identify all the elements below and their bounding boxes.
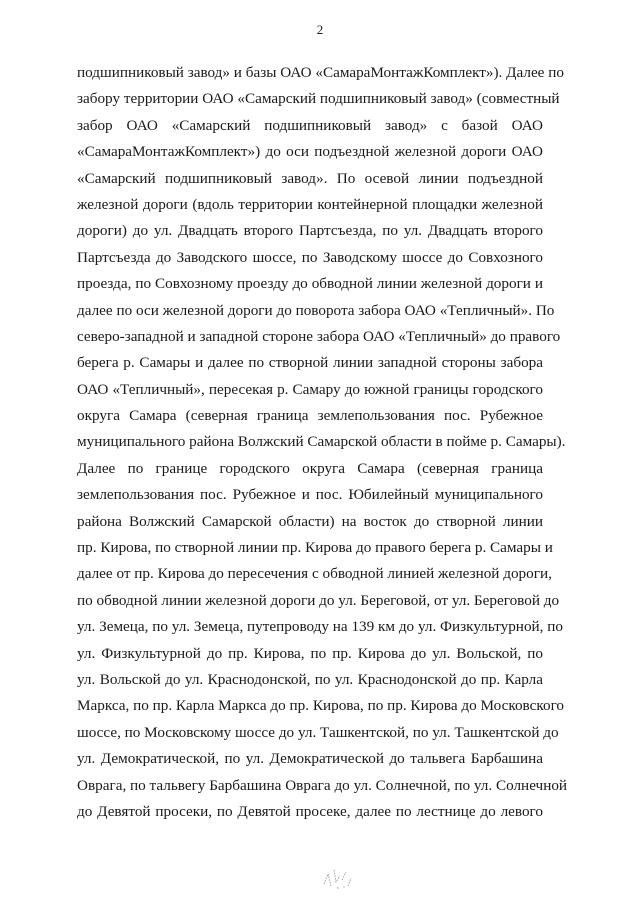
text-line: далее от пр. Кирова до пересечения с обводной линией железной дороги, xyxy=(77,565,552,583)
text-line: ул. Вольской до ул. Краснодонской, по ул. Краснодонской до пр. Карла xyxy=(77,670,543,688)
text-line: забор ОАО «Самарский подшипниковый завод» с базой ОАО xyxy=(77,116,543,134)
text-line: забору территории ОАО «Самарский подшипниковый завод» (совместный xyxy=(77,90,560,108)
text-line: до Девятой просеки, по Девятой просеке, далее по лестнице до левого xyxy=(77,802,543,820)
text-line: землепользования пос. Рубежное и пос. Юбилейный муниципального xyxy=(77,486,543,504)
text-line: Маркса, по пр. Карла Маркса до пр. Кирова, по пр. Кирова до Московского xyxy=(77,697,565,715)
text-line: «Самарский подшипниковый завод». По осевой линии подъездной xyxy=(77,169,543,187)
page-number: 2 xyxy=(316,22,324,37)
text-line: подшипниковый завод» и базы ОАО «СамараМонтажКомплект»). Далее по xyxy=(77,64,564,81)
text-line: шоссе, по Московскому шоссе до ул. Ташкентской, по ул. Ташкентской до xyxy=(77,723,559,741)
text-line: пр. Кирова, по створной линии пр. Кирова до правого берега р. Самары и xyxy=(77,539,553,557)
text-line: Далее по границе городского округа Самара (северная граница xyxy=(77,459,543,477)
text-line: округа Самара (северная граница землепользования пос. Рубежное xyxy=(77,407,543,425)
body-text xyxy=(77,60,568,825)
text-line: проезда, по Совхозному проезду до обводной линии железной дороги и xyxy=(77,275,543,293)
text-line: Оврага, по тальвегу Барбашина Оврага до ул. Солнечной, по ул. Солнечной xyxy=(77,776,568,794)
text-line: дороги) до ул. Двадцать второго Партсъезда, по ул. Двадцать второго xyxy=(77,222,543,240)
text-line: северо-западной и западной стороне забора ОАО «Тепличный» до правого xyxy=(77,327,561,345)
text-line: по обводной линии железной дороги до ул. Береговой, от ул. Береговой до xyxy=(77,591,560,609)
text-line: Партсъезда до Заводского шоссе, по Заводскому шоссе до Совхозного xyxy=(77,248,543,266)
text-line: ул. Физкультурной до пр. Кирова, по пр. Кирова до ул. Вольской, по xyxy=(77,644,543,662)
text-line: ОАО «Тепличный», пересекая р. Самару до южной границы городского xyxy=(77,380,543,398)
text-line: далее по оси железной дороги до поворота забора ОАО «Тепличный». По xyxy=(77,301,555,319)
text-line: железной дороги (вдоль территории контейнерной площадки железной xyxy=(77,195,543,213)
scan-mark xyxy=(318,862,358,892)
text-line: берега р. Самары и далее по створной линии западной стороны забора xyxy=(77,354,543,372)
text-line: района Волжский Самарской области) на восток до створной линии xyxy=(77,512,543,530)
text-line: ул. Демократической, по ул. Демократической до тальвега Барбашина xyxy=(77,750,543,768)
text-line: муниципального района Волжский Самарской области в пойме р. Самары). xyxy=(77,433,566,451)
text-line: «СамараМонтажКомплект») до оси подъездной железной дороги ОАО xyxy=(77,143,543,161)
text-line: ул. Земеца, по ул. Земеца, путепроводу на 139 км до ул. Физкультурной, по xyxy=(77,618,563,636)
